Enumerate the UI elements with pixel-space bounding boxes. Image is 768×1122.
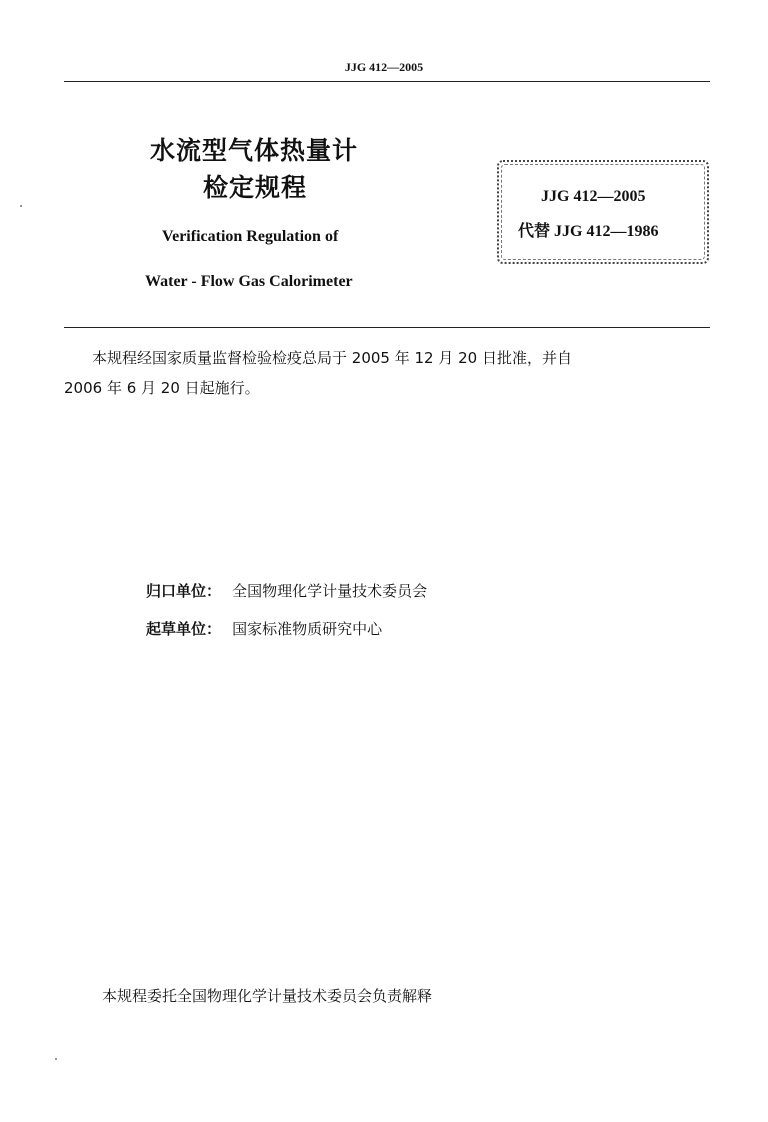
- code-current: JJG 412—2005: [541, 188, 646, 205]
- title-en-line2: Water - Flow Gas Calorimeter: [145, 273, 353, 290]
- title-en-line1: Verification Regulation of: [162, 228, 339, 245]
- drafting-unit-label: 起草单位：: [146, 620, 222, 638]
- header-rule: [64, 81, 710, 82]
- standard-code-box: [497, 160, 709, 264]
- scan-speck: [20, 205, 22, 207]
- header-standard-code: JJG 412—2005: [344, 60, 424, 74]
- approval-line2: 2006 年 6 月 20 日起施行。: [64, 379, 260, 397]
- title-cn-line2: 检定规程: [203, 173, 308, 202]
- responsible-unit-label: 归口单位：: [146, 582, 222, 600]
- scan-speck: [55, 1058, 57, 1060]
- title-rule: [64, 327, 710, 328]
- interpretation-note: 本规程委托全国物理化学计量技术委员会负责解释: [102, 987, 433, 1005]
- title-cn-line1: 水流型气体热量计: [150, 136, 359, 165]
- responsible-unit-row: [146, 580, 427, 601]
- code-box-border: [501, 164, 705, 260]
- approval-line1: 本规程经国家质量监督检验检疫总局于 2005 年 12 月 20 日批准，并自: [92, 349, 572, 367]
- code-replaces: 代替 JJG 412—1986: [518, 223, 659, 240]
- drafting-unit-value: 国家标准物质研究中心: [232, 620, 383, 638]
- drafting-unit-row: [146, 618, 382, 639]
- responsible-unit-value: 全国物理化学计量技术委员会: [232, 582, 428, 600]
